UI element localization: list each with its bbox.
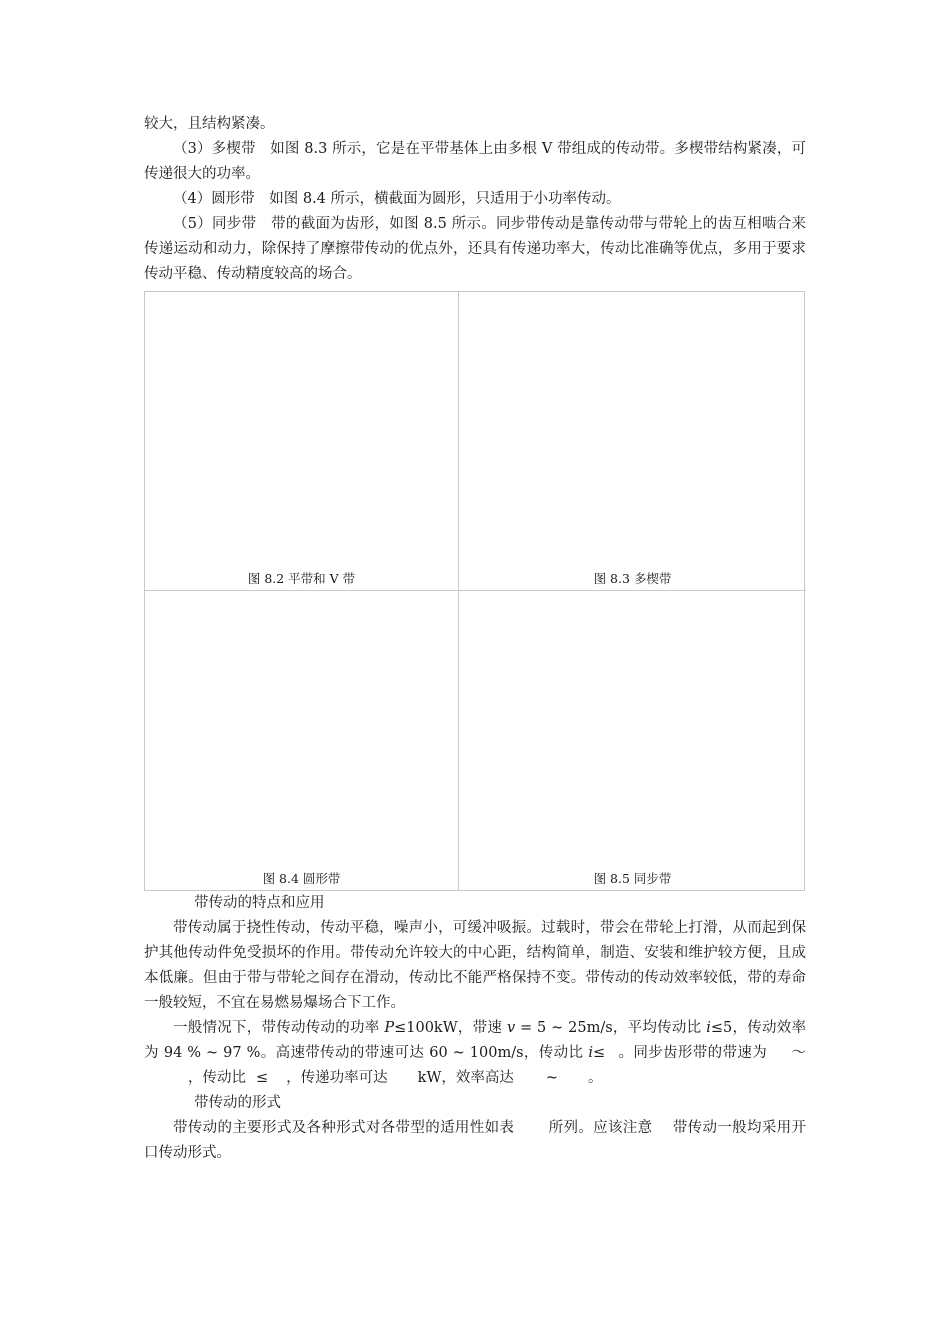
paragraph-multi-v-belt: （3）多楔带 如图 8.3 所示，它是在平带基体上由多根 V 带组成的传动带。多楔带结构紧凑，可传递很大的功率。 — [144, 141, 806, 182]
figure-grid — [144, 291, 805, 891]
figure-image-placeholder — [459, 292, 806, 568]
figure-image-placeholder — [459, 591, 806, 868]
figure-caption: 图 8.4 圆形带 — [262, 871, 341, 886]
text-run: ，传递功率可达 — [286, 1070, 388, 1086]
text-run: ≤ — [256, 1070, 269, 1086]
text-run: ，传动比 — [188, 1070, 246, 1086]
figure-caption: 图 8.2 平带和 V 带 — [247, 571, 356, 586]
figure-image-placeholder — [145, 292, 458, 568]
text-run: 。同步齿形带的带速为 — [618, 1045, 768, 1061]
text-run: ≤100kW，带速 — [394, 1020, 507, 1036]
figure-caption: 图 8.5 同步带 — [593, 871, 672, 886]
text-run: 所列。应该注意 — [548, 1120, 653, 1136]
figure-8-2 — [145, 292, 459, 591]
text-run: ≤5，传动效率为 94 % ~ 97 %。高速带传动的带速可达 60 ~ 100m/s，传动比 — [144, 1020, 807, 1061]
figure-8-4 — [145, 591, 459, 890]
text-run: 一般情况下，带传动传动的功率 — [173, 1020, 385, 1036]
figure-8-3 — [459, 292, 806, 591]
text-run: 带传动一般均采用开口传动形式。 — [144, 1120, 807, 1161]
paragraph-continuation: 较大，且结构紧凑。 — [144, 116, 275, 132]
section-heading-forms: 带传动的形式 — [194, 1095, 281, 1111]
paragraph-forms — [144, 1116, 806, 1166]
text-run: ~ — [545, 1070, 559, 1086]
text-run: kW，效率高达 — [417, 1070, 514, 1086]
section-heading-characteristics: 带传动的特点和应用 — [194, 895, 325, 911]
math-variable: i — [588, 1045, 593, 1061]
text-run: 。 — [588, 1070, 603, 1086]
paragraph-performance — [144, 1016, 806, 1091]
text-run: 带传动的主要形式及各种形式对各带型的适用性如表 — [173, 1120, 515, 1136]
math-variable: P — [384, 1020, 395, 1036]
document-page — [144, 112, 806, 1166]
paragraph-round-belt: （4）圆形带 如图 8.4 所示，横截面为圆形，只适用于小功率传动。 — [173, 191, 621, 207]
figure-caption: 图 8.3 多楔带 — [593, 571, 672, 586]
text-run: = 5 ~ 25m/s，平均传动比 — [515, 1020, 707, 1036]
math-variable: i — [706, 1020, 711, 1036]
figure-8-5 — [459, 591, 806, 890]
paragraph-synchronous-belt: （5）同步带 带的截面为齿形，如图 8.5 所示。同步带传动是靠传动带与带轮上的齿互相啮合来传递运动和动力，除保持了摩擦带传动的优点外，还具有传递功率大，传动比准确等优点，多用于要求传动平稳、传动精度较高的场合。 — [144, 216, 806, 282]
figure-image-placeholder — [145, 591, 458, 868]
math-variable: v — [506, 1020, 516, 1036]
text-run: ～ — [791, 1045, 806, 1061]
paragraph-characteristics: 带传动属于挠性传动，传动平稳，噪声小，可缓冲吸振。过载时，带会在带轮上打滑，从而起到保护其他传动件免受损坏的作用。带传动允许较大的中心距，结构简单，制造、安装和维护较方便，且成本低廉。但由于带与带轮之间存在滑动，传动比不能严格保持不变。带传动的传动效率较低，带的寿命一般较短，不宜在易燃易爆场合下工作。 — [144, 920, 806, 1011]
text-run: ≤ — [592, 1045, 611, 1061]
